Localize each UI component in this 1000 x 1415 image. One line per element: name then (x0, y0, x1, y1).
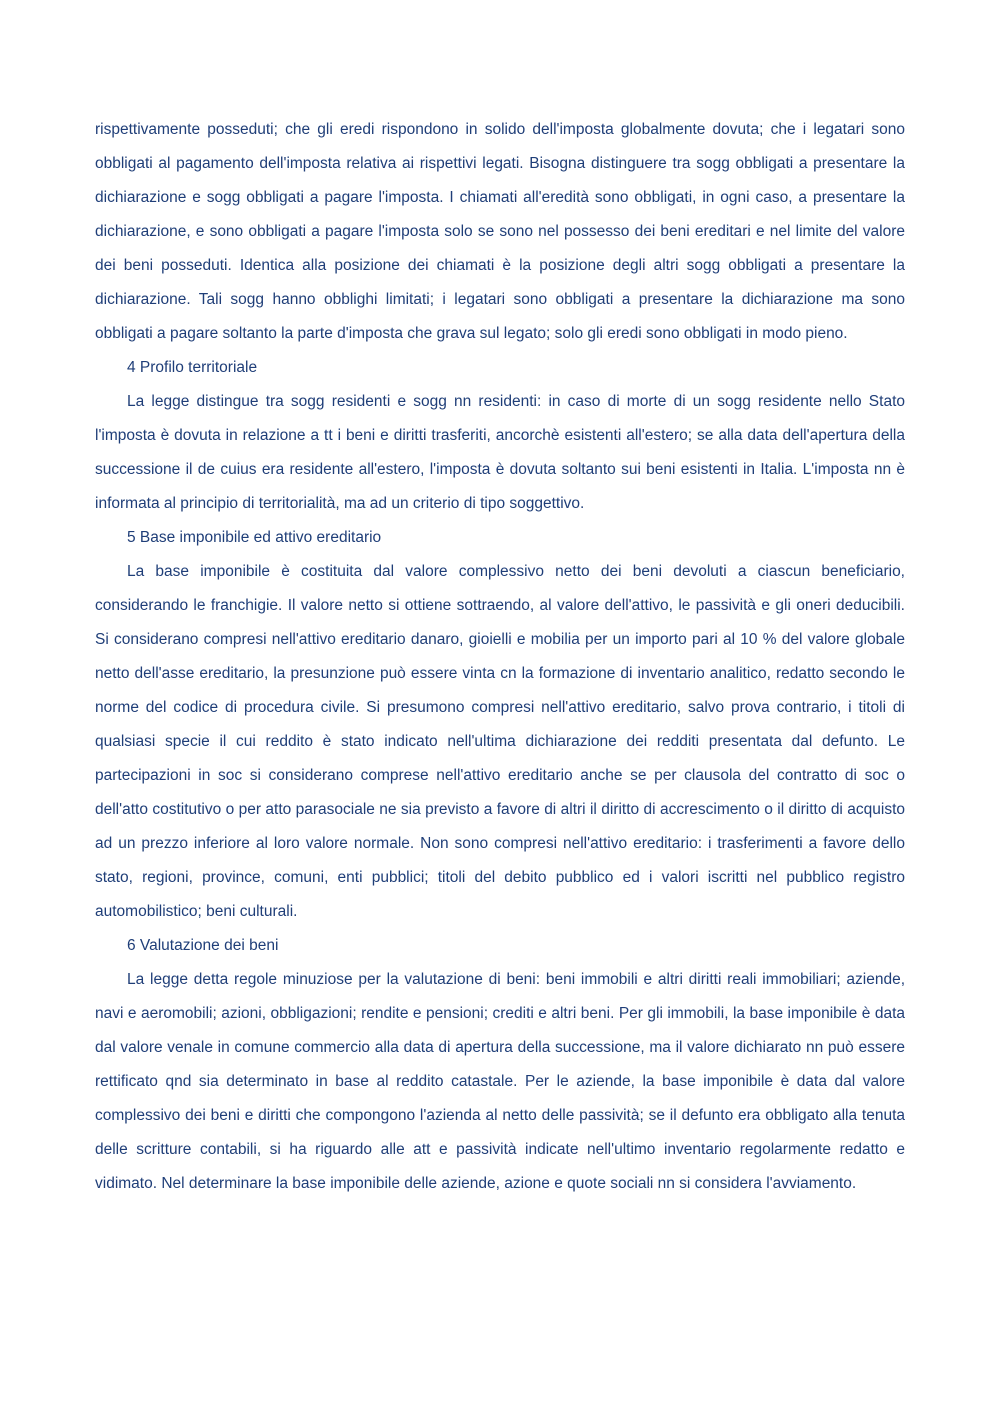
paragraph-section-6: La legge detta regole minuziose per la valutazione di beni: beni immobili e altri diritti reali immobiliari; aziende, navi e aeromobili; azioni, obbligazioni; rendite e pensioni; crediti e altri beni. Per gli immobili, la base imponibile è data dal valore venale in comune commercio alla data di apertura della successione, ma il valore dichiarato nn può essere rettificato qnd sia determinato in base al reddito catastale. Per le aziende, la base imponibile è data dal valore complessivo dei beni e diritti che compongono l'azienda al netto delle passività; se il defunto era obbligato alla tenuta delle scritture contabili, si ha riguardo alle att e passività indicate nell'ultimo inventario regolarmente redatto e vidimato. Nel determinare la base imponibile delle aziende, azione e quote sociali nn si considera l'avviamento. (95, 971, 905, 1192)
paragraph-continuation: rispettivamente posseduti; che gli eredi rispondono in solido dell'imposta globalmente dovuta; che i legatari sono obbligati al pagamento dell'imposta relativa ai rispettivi legati. Bisogna distinguere tra sogg obbligati a presentare la dichiarazione e sogg obbligati a pagare l'imposta. I chiamati all'eredità sono obbligati, in ogni caso, a presentare la dichiarazione, e sono obbligati a pagare l'imposta solo se sono nel possesso dei beni ereditari e nel limite del valore dei beni posseduti. Identica alla posizione dei chiamati è la posizione degli altri sogg obbligati a presentare la dichiarazione. Tali sogg hanno obblighi limitati; i legatari sono obbligati a presentare la dichiarazione ma sono obbligati a pagare soltanto la parte d'imposta che grava sul legato; solo gli eredi sono obbligati in modo pieno. (95, 121, 905, 342)
section-heading-5: 5 Base imponibile ed attivo ereditario (127, 529, 382, 546)
section-heading-6: 6 Valutazione dei beni (127, 937, 279, 954)
section-heading-4: 4 Profilo territoriale (127, 359, 258, 376)
paragraph-section-5: La base imponibile è costituita dal valore complessivo netto dei beni devoluti a ciascun beneficiario, considerando le franchigie. Il valore netto si ottiene sottraendo, al valore dell'attivo, le passività e gli oneri deducibili. Si considerano compresi nell'attivo ereditario danaro, gioielli e mobilia per un importo pari al 10 % del valore globale netto dell'asse ereditario, la presunzione può essere vinta cn la formazione di inventario analitico, redatto secondo le norme del codice di procedura civile. Si presumono compresi nell'attivo ereditario, salvo prova contrario, i titoli di qualsiasi specie il cui reddito è stato indicato nell'ultima dichiarazione dei redditi presentata dal defunto. Le partecipazioni in soc si considerano comprese nell'attivo ereditario anche se per clausola del contratto di soc o dell'atto costitutivo o per atto parasociale ne sia previsto a favore di altri il diritto di accrescimento o il diritto di acquisto ad un prezzo inferiore al loro valore normale. Non sono compresi nell'attivo ereditario: i trasferimenti a favore dello stato, regioni, province, comuni, enti pubblici; titoli del debito pubblico ed i valori iscritti nel pubblico registro automobilistico; beni culturali. (95, 563, 905, 920)
document-page (95, 113, 905, 1201)
paragraph-section-4: La legge distingue tra sogg residenti e sogg nn residenti: in caso di morte di un sogg residente nello Stato l'imposta è dovuta in relazione a tt i beni e diritti trasferiti, ancorchè esistenti all'estero; se alla data dell'apertura della successione il de cuius era residente all'estero, l'imposta è dovuta soltanto sui beni esistenti in Italia. L'imposta nn è informata al principio di territorialità, ma ad un criterio di tipo soggettivo. (95, 393, 905, 512)
